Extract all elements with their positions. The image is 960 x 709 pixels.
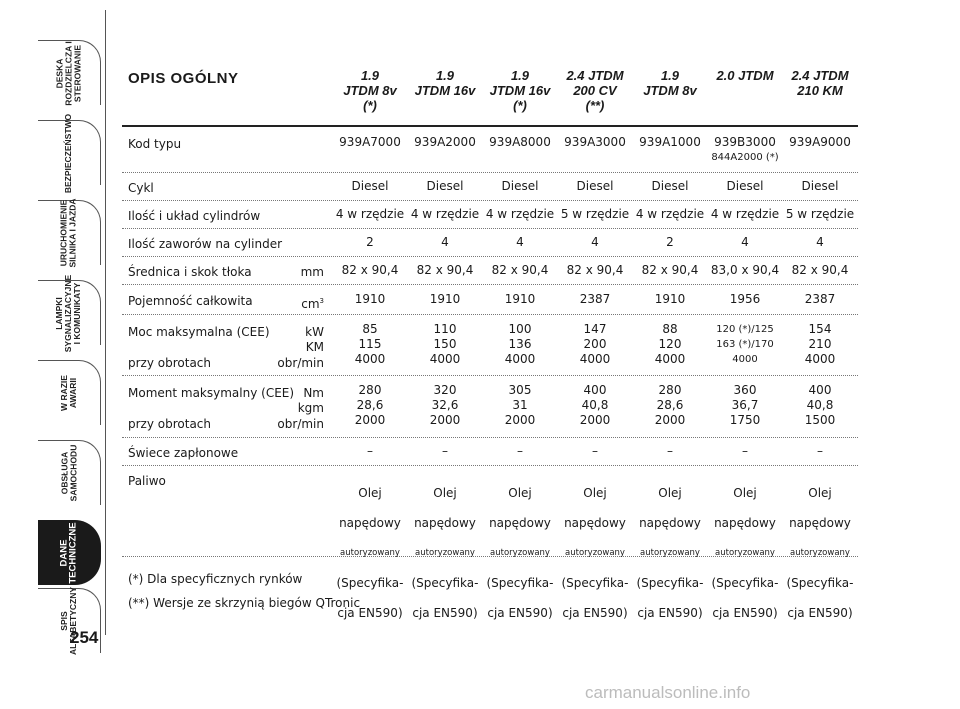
paliwo-line: Olej	[733, 486, 757, 500]
tab-label: DESKA ROZDZIELCZA I STEROWANIE	[54, 40, 83, 106]
header-rule	[122, 125, 858, 127]
cell-swiece: –	[817, 444, 823, 458]
row-label-pojemnosc: Pojemność całkowita	[128, 294, 253, 308]
paliwo-line: (Specyfika-	[561, 576, 629, 590]
cell-swiece: –	[667, 444, 673, 458]
footnote: (*) Dla specyficznych rynków	[128, 572, 303, 586]
row-unit-srednica: mm	[300, 265, 324, 279]
tab-uruchomienie[interactable]	[38, 198, 101, 268]
cell-paliwo	[783, 471, 857, 636]
paliwo-line: (Specyfika-	[411, 576, 479, 590]
paliwo-line: Olej	[358, 486, 382, 500]
row-divider	[122, 172, 858, 173]
cell-zawory: 4	[741, 235, 749, 249]
paliwo-line: autoryzowany	[415, 548, 475, 558]
row-divider	[122, 284, 858, 285]
row-label-moc: Moc maksymalna (CEE)	[128, 325, 270, 339]
cell-moment: 400 40,8 1500	[804, 383, 836, 427]
tab-label: W RAZIE AWARII	[58, 375, 78, 411]
paliwo-line: napędowy	[564, 516, 626, 530]
paliwo-line: napędowy	[414, 516, 476, 530]
paliwo-line: napędowy	[489, 516, 551, 530]
cell-moment: 280 28,6 2000	[654, 383, 686, 427]
cell-cylindry: 5 w rzędzie	[785, 207, 855, 221]
row-divider	[122, 437, 858, 438]
cell-cykl: Diesel	[651, 179, 689, 193]
cell-paliwo	[483, 471, 557, 636]
paliwo-line: Olej	[433, 486, 457, 500]
paliwo-line: autoryzowany	[340, 548, 400, 558]
cell-cylindry: 5 w rzędzie	[560, 207, 630, 221]
row-divider	[122, 256, 858, 257]
cell-kod: 939A8000	[489, 135, 551, 149]
paliwo-line: autoryzowany	[565, 548, 625, 558]
cell-moment: 400 40,8 2000	[579, 383, 611, 427]
cell-pojemnosc: 1956	[729, 292, 761, 306]
tab-obsluga[interactable]	[38, 440, 101, 505]
row-label-srednica: Średnica i skok tłoka	[128, 265, 252, 279]
cell-cylindry: 4 w rzędzie	[410, 207, 480, 221]
row-label-paliwo: Paliwo	[128, 474, 166, 488]
cell-cylindry: 4 w rzędzie	[635, 207, 705, 221]
cell-kod: 939A1000	[639, 135, 701, 149]
footnote: (**) Wersje ze skrzynią biegów QTronic	[128, 596, 361, 610]
row-unit-moment: Nm kgm	[297, 386, 324, 415]
paliwo-line: (Specyfika-	[336, 576, 404, 590]
cell-moment: 360 36,7 1750	[729, 383, 761, 427]
paliwo-line: napędowy	[639, 516, 701, 530]
paliwo-line: autoryzowany	[640, 548, 700, 558]
tab-label: LAMPKI SYGNALIZACYJNE I KOMUNIKATY	[54, 274, 83, 352]
row-label-moment: Moment maksymalny (CEE)	[128, 386, 295, 400]
tab-w-razie-awarii[interactable]	[38, 360, 101, 425]
cell-srednica: 82 x 90,4	[491, 263, 549, 277]
tab-bezpieczenstwo[interactable]	[38, 113, 101, 193]
paliwo-line: (Specyfika-	[636, 576, 704, 590]
paliwo-line: napędowy	[789, 516, 851, 530]
paliwo-line: (Specyfika-	[711, 576, 779, 590]
tab-dane-techniczne[interactable]	[38, 520, 101, 585]
cell-cykl: Diesel	[426, 179, 464, 193]
column-header: 2.4 JTDM 200 CV (**)	[566, 68, 624, 113]
cell-cykl: Diesel	[576, 179, 614, 193]
row-label-zawory: Ilość zaworów na cylinder	[128, 237, 283, 251]
cell-srednica: 83,0 x 90,4	[710, 263, 780, 277]
paliwo-line: cja EN590)	[487, 606, 553, 620]
cell-srednica: 82 x 90,4	[791, 263, 849, 277]
cell-cylindry: 4 w rzędzie	[710, 207, 780, 221]
cell-srednica: 82 x 90,4	[566, 263, 624, 277]
paliwo-line: cja EN590)	[637, 606, 703, 620]
column-header: 2.4 JTDM 210 KM	[791, 68, 849, 98]
cell-pojemnosc: 1910	[504, 292, 536, 306]
row-unit-moment-obroty: obr/min	[277, 417, 324, 431]
row-divider	[122, 200, 858, 201]
row-label-cylindry: Ilość i układ cylindrów	[128, 209, 261, 223]
tab-lampki[interactable]	[38, 274, 101, 352]
row-divider	[122, 314, 858, 315]
tab-label: BEZPIECZEŃSTWO	[63, 113, 74, 193]
cell-zawory: 4	[516, 235, 524, 249]
cell-kod: 939A2000	[414, 135, 476, 149]
cell-swiece: –	[592, 444, 598, 458]
paliwo-line: autoryzowany	[715, 548, 775, 558]
column-header: 1.9 JTDM 16v	[414, 68, 476, 98]
cell-moc: 110 150 4000	[429, 322, 461, 366]
paliwo-line: cja EN590)	[712, 606, 778, 620]
cell-paliwo	[708, 471, 782, 636]
cell-moc: 120 (*)/125 163 (*)/170 4000	[716, 324, 774, 365]
paliwo-line: Olej	[808, 486, 832, 500]
paliwo-line: cja EN590)	[562, 606, 628, 620]
row-label-swiece: Świece zapłonowe	[128, 446, 239, 460]
column-header: 1.9 JTDM 16v (*)	[489, 68, 551, 113]
cell-srednica: 82 x 90,4	[341, 263, 399, 277]
tab-label: URUCHOMIENIE SILNIKA I JAZDA	[59, 198, 79, 268]
cell-cylindry: 4 w rzędzie	[485, 207, 555, 221]
row-divider	[122, 228, 858, 229]
cell-paliwo	[408, 471, 482, 636]
page-title: OPIS OGÓLNY	[128, 70, 239, 87]
tab-deska-rozdzielcza[interactable]	[38, 40, 101, 105]
cell-kod: 939A3000	[564, 135, 626, 149]
cell-moment: 280 28,6 2000	[354, 383, 386, 427]
cell-cykl: Diesel	[351, 179, 389, 193]
cell-paliwo	[333, 471, 407, 636]
cell-kod: 939B3000	[714, 135, 776, 149]
cell-zawory: 2	[366, 235, 374, 249]
cell-pojemnosc: 2387	[804, 292, 836, 306]
cell-zawory: 4	[816, 235, 824, 249]
row-label-moc-obroty: przy obrotach	[128, 356, 211, 370]
paliwo-line: napędowy	[714, 516, 776, 530]
paliwo-line: (Specyfika-	[486, 576, 554, 590]
cell-pojemnosc: 1910	[354, 292, 386, 306]
paliwo-line: (Specyfika-	[786, 576, 854, 590]
row-label-moment-obroty: przy obrotach	[128, 417, 211, 431]
cell-kod: 939A9000	[789, 135, 851, 149]
paliwo-line: napędowy	[339, 516, 401, 530]
row-unit-moc-obroty: obr/min	[277, 356, 324, 370]
paliwo-line: Olej	[658, 486, 682, 500]
cell-pojemnosc: 1910	[429, 292, 461, 306]
paliwo-line: cja EN590)	[787, 606, 853, 620]
cell-cykl: Diesel	[501, 179, 539, 193]
row-divider	[122, 375, 858, 376]
cell-swiece: –	[742, 444, 748, 458]
cell-kod-extra: 844A2000 (*)	[711, 152, 779, 163]
column-header: 2.0 JTDM	[716, 68, 774, 83]
cell-moc: 85 115 4000	[354, 322, 386, 366]
page-number: 254	[70, 628, 99, 647]
cell-moc: 147 200 4000	[579, 322, 611, 366]
row-unit-moc: kW KM	[305, 325, 324, 354]
cell-srednica: 82 x 90,4	[416, 263, 474, 277]
cell-paliwo	[633, 471, 707, 636]
paliwo-line: autoryzowany	[790, 548, 850, 558]
cell-pojemnosc: 2387	[579, 292, 611, 306]
paliwo-line: Olej	[508, 486, 532, 500]
cell-swiece: –	[367, 444, 373, 458]
section-sidebar	[38, 40, 108, 680]
cell-moment: 305 31 2000	[504, 383, 536, 427]
cell-pojemnosc: 1910	[654, 292, 686, 306]
paliwo-line: Olej	[583, 486, 607, 500]
cell-cykl: Diesel	[726, 179, 764, 193]
paliwo-line: cja EN590)	[412, 606, 478, 620]
cell-paliwo	[558, 471, 632, 636]
cell-moc: 154 210 4000	[804, 322, 836, 366]
row-divider	[122, 465, 858, 466]
paliwo-line: autoryzowany	[490, 548, 550, 558]
cell-swiece: –	[442, 444, 448, 458]
cell-moc: 100 136 4000	[504, 322, 536, 366]
cell-zawory: 2	[666, 235, 674, 249]
watermark: carmanualsonline.info	[585, 683, 751, 702]
column-header: 1.9 JTDM 8v	[643, 68, 697, 98]
cell-moc: 88 120 4000	[654, 322, 686, 366]
cell-zawory: 4	[591, 235, 599, 249]
row-unit-pojemnosc: $cm^3$	[301, 297, 324, 311]
column-header: 1.9 JTDM 8v (*)	[343, 68, 397, 113]
cell-cylindry: 4 w rzędzie	[335, 207, 405, 221]
cell-cykl: Diesel	[801, 179, 839, 193]
paliwo-line: cja EN590)	[337, 606, 403, 620]
cell-swiece: –	[517, 444, 523, 458]
tab-label: DANE TECHNICZNE	[58, 522, 79, 584]
sidebar-divider	[105, 10, 106, 635]
tab-label: SPIS ALFABETYCZNY	[59, 587, 78, 655]
row-label-cykl: Cykl	[128, 181, 154, 195]
cell-zawory: 4	[441, 235, 449, 249]
cell-kod: 939A7000	[339, 135, 401, 149]
cell-srednica: 82 x 90,4	[641, 263, 699, 277]
cell-moment: 320 32,6 2000	[429, 383, 461, 427]
tab-label: OBSŁUGA SAMOCHODU	[58, 444, 78, 502]
row-label-kod-typu: Kod typu	[128, 137, 182, 151]
